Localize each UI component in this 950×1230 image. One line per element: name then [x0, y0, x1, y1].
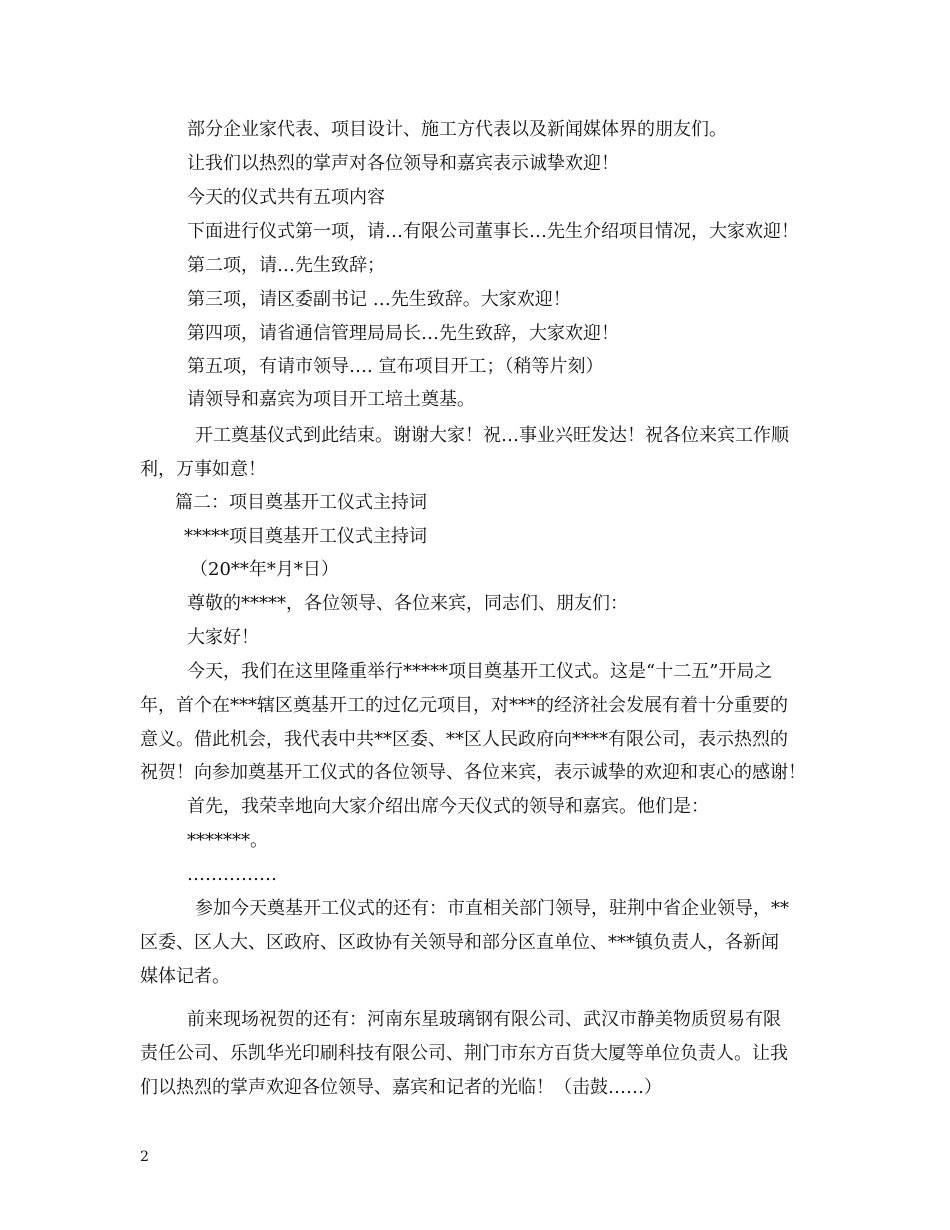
text-line: 媒体记者。 [140, 966, 230, 987]
text-line: 们以热烈的掌声欢迎各位领导、嘉宾和记者的光临！（击鼓……） [140, 1077, 662, 1098]
text-line: 年，首个在***辖区奠基开工的过亿元项目，对***的经济社会发展有着十分重要的 [140, 695, 788, 716]
text-line: *******。 [187, 830, 268, 851]
text-line: 开工奠基仪式到此结束。谢谢大家！祝…事业兴旺发达！祝各位来宾工作顺 [195, 425, 789, 446]
text-line: 让我们以热烈的掌声对各位领导和嘉宾表示诚挚欢迎！ [187, 153, 619, 174]
text-line: 意义。借此机会，我代表中共**区委、**区人民政府向****有限公司，表示热烈的 [140, 729, 788, 750]
document-title: *****项目奠基开工仪式主持词 [184, 526, 427, 547]
page-number: 2 [140, 1149, 149, 1165]
text-line: 参加今天奠基开工仪式的还有：市直相关部门领导，驻荆中省企业领导，** [195, 898, 789, 919]
text-line: 责任公司、乐凯华光印刷科技有限公司、荆门市东方百货大厦等单位负责人。让我 [140, 1043, 788, 1064]
text-line: 今天，我们在这里隆重举行*****项目奠基开工仪式。这是“十二五”开局之 [187, 661, 773, 682]
text-line: 前来现场祝贺的还有：河南东星玻璃钢有限公司、武汉市静美物质贸易有限 [187, 1009, 781, 1030]
text-line: 祝贺！向参加奠基开工仪式的各位领导、各位来宾，表示诚挚的欢迎和衷心的感谢！ [140, 762, 806, 783]
document-date: （20**年*月*日） [190, 559, 339, 580]
text-line: 首先，我荣幸地向大家介绍出席今天仪式的领导和嘉宾。他们是： [187, 796, 709, 817]
greeting: 大家好！ [187, 627, 259, 648]
text-line: 下面进行仪式第一项，请…有限公司董事长…先生介绍项目情况，大家欢迎！ [187, 221, 799, 242]
salutation: 尊敬的*****，各位领导、各位来宾，同志们、朋友们： [187, 593, 628, 614]
text-line: 部分企业家代表、项目设计、施工方代表以及新闻媒体界的朋友们。 [187, 119, 727, 140]
section-heading: 篇二：项目奠基开工仪式主持词 [175, 492, 427, 513]
text-line: 第五项，有请市领导…. 宣布项目开工；（稍等片刻） [187, 356, 604, 377]
text-line: 第三项，请区委副书记 …先生致辞。大家欢迎！ [187, 289, 571, 310]
text-line: 今天的仪式共有五项内容 [187, 187, 385, 208]
ellipsis-line: …………… [187, 864, 277, 885]
text-line: 第四项，请省通信管理局局长…先生致辞，大家欢迎！ [187, 323, 619, 344]
text-line: 第二项，请…先生致辞； [187, 255, 385, 276]
text-line: 请领导和嘉宾为项目开工培土奠基。 [187, 389, 475, 410]
text-line: 利，万事如意！ [140, 459, 266, 480]
text-line: 区委、区人大、区政府、区政协有关领导和部分区直单位、***镇负责人，各新闻 [140, 932, 779, 953]
